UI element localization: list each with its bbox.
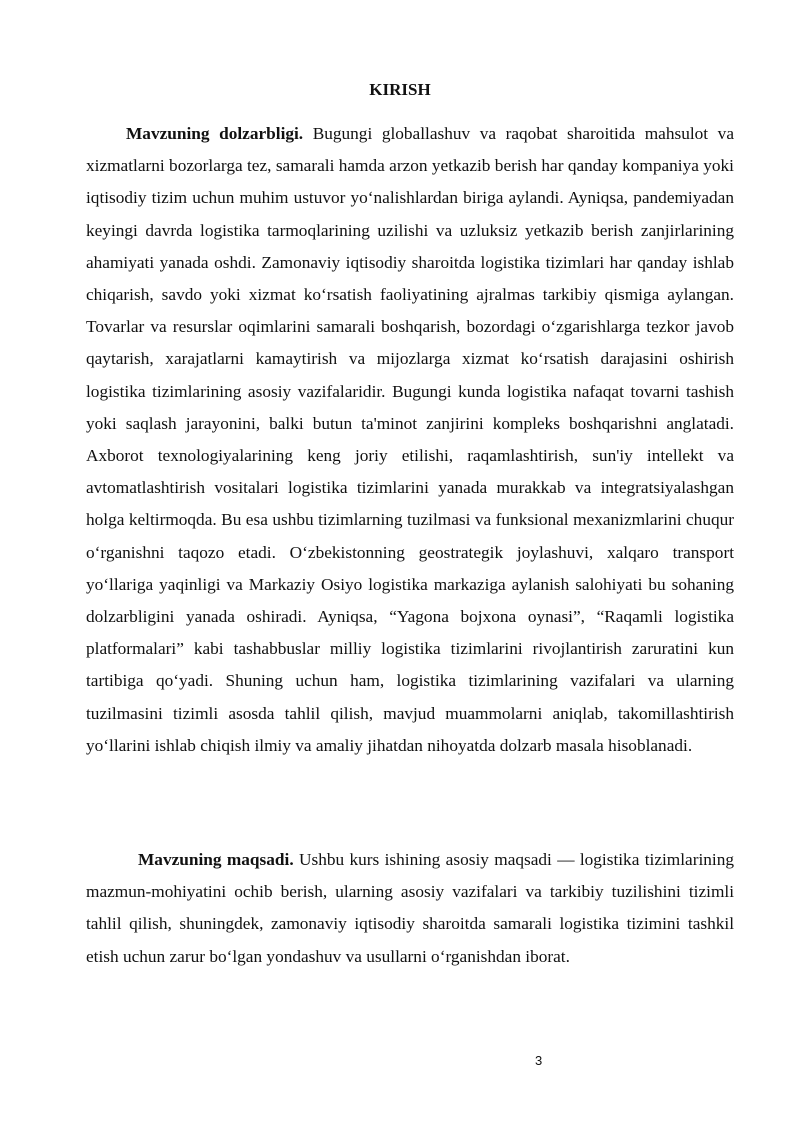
- paragraph-lead-relevance: Mavzuning dolzarbligi.: [126, 124, 304, 143]
- paragraph-body-goal: Ushbu kurs ishining asosiy maqsadi — logistika tizimlarining mazmun-mohiyatini ochib berish, ularning asosiy vazifalari va tarkibiy tuzilishini tizimli tahlil qilish, shuningdek, zamonaviy iqtisodiy sharoitda samarali logistika tizimini tashkil etish uchun zarur bo‘lgan yondashuv va usullarni o‘rganishdan iborat.: [86, 850, 734, 966]
- paragraph-goal: [86, 844, 734, 973]
- paragraph-lead-goal: Mavzuning maqsadi.: [138, 850, 294, 869]
- paragraph-relevance: [86, 118, 734, 762]
- paragraph-body-relevance: Bugungi globallashuv va raqobat sharoitida mahsulot va xizmatlarni bozorlarga tez, samarali hamda arzon yetkazib berish har qanday kompaniya yoki iqtisodiy tizim uchun muhim ustuvor yo‘nalishlardan biriga aylandi. Ayniqsa, pandemiyadan keyingi davrda logistika tarmoqlarining uzilishi va uzluksiz yetkazib berish zanjirlarining ahamiyati yanada oshdi. Zamonaviy iqtisodiy sharoitda logistika tizimlari har qanday ishlab chiqarish, savdo yoki xizmat ko‘rsatish faoliyatining ajralmas tarkibiy qismiga aylangan. Tovarlar va resurslar oqimlarini samarali boshqarish, bozordagi o‘zgarishlarga tezkor javob qaytarish, xarajatlarni kamaytirish va mijozlarga xizmat ko‘rsatish darajasini oshirish logistika tizimlarining asosiy vazifalaridir. Bugungi kunda logistika nafaqat tovarni tashish yoki saqlash jarayonini, balki butun ta'minot zanjirini kompleks boshqarishni anglatadi. Axborot texnologiyalarining keng joriy etilishi, raqamlashtirish, sun'iy intellekt va avtomatlashtirish vositalari logistika tizimlarini yanada murakkab va integratsiyalashgan holga keltirmoqda. Bu esa ushbu tizimlarning tuzilmasi va funksional mexanizmlarini chuqur o‘rganishni taqozo etadi. O‘zbekistonning geostrategik joylashuvi, xalqaro transport yo‘llariga yaqinligi va Markaziy Osiyo logistika markaziga aylanish salohiyati bu sohaning dolzarbligini yanada oshiradi. Ayniqsa, “Yagona bojxona oynasi”, “Raqamli logistika platformalari” kabi tashabbuslar milliy logistika tizimlarini rivojlantirish zaruratini kun tartibiga qo‘yadi. Shuning uchun ham, logistika tizimlarining vazifalari va ularning tuzilmasini tizimli asosda tahlil qilish, mavjud muammolarni aniqlab, takomillashtirish yo‘llarini ishlab chiqish ilmiy va amaliy jihatdan nihoyatda dolzarb masala hisoblanadi.: [86, 124, 734, 755]
- section-heading: KIRISH: [369, 80, 431, 99]
- page-number: 3: [535, 1053, 543, 1068]
